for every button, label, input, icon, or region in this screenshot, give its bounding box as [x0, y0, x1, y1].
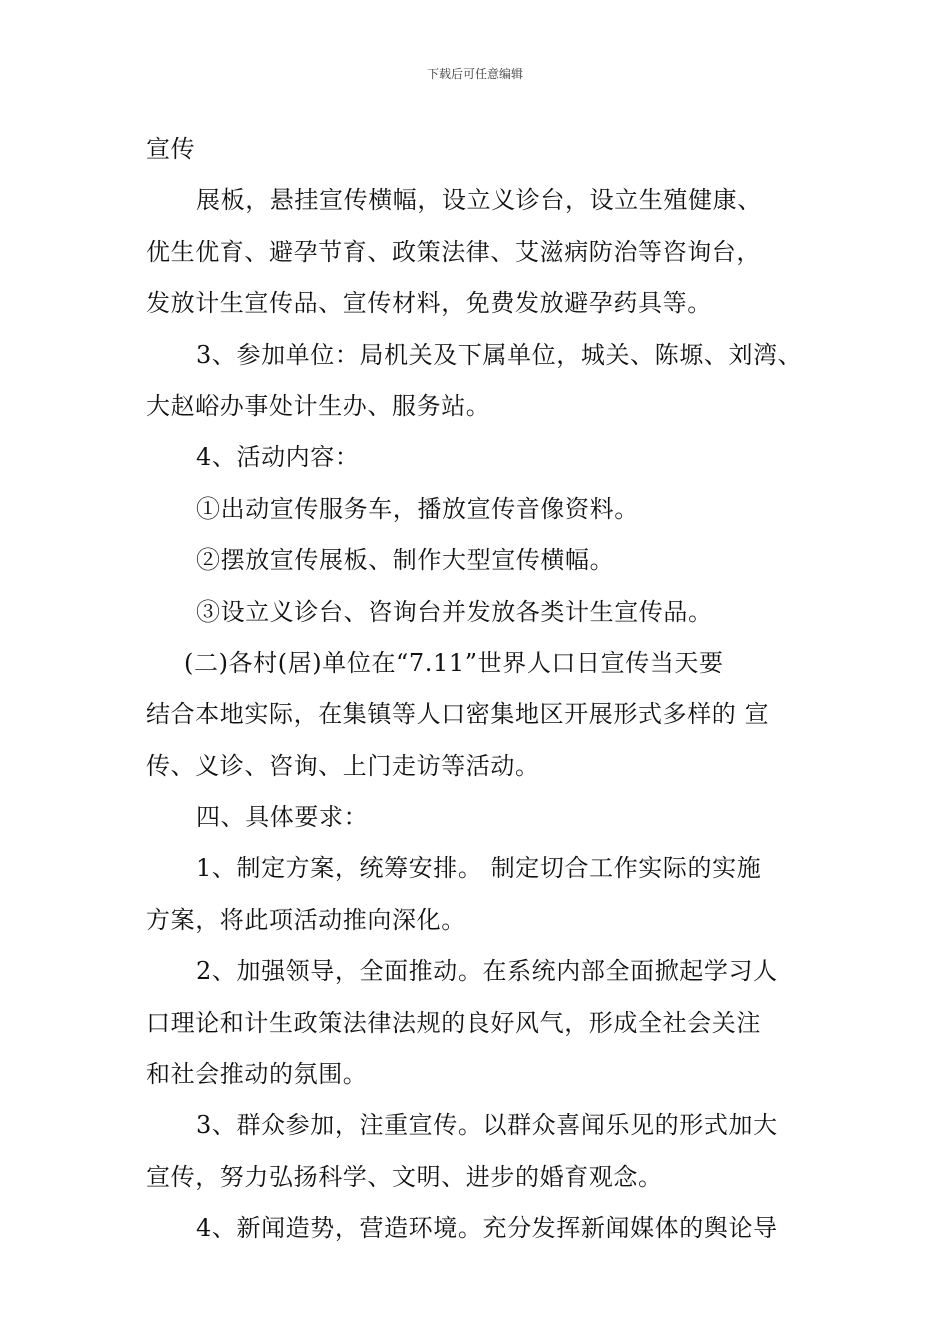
- text-line-17: 2、加强领导，全面推动。在系统内部全面掀起学习人: [196, 957, 778, 986]
- page-header: 下载后可任意编辑: [426, 67, 523, 81]
- text-line-16: 方案，将此项活动推向深化。: [146, 905, 466, 934]
- text-line-14: 四、具体要求：: [196, 803, 369, 832]
- text-line-8: ①出动宣传服务车，播放宣传音像资料。: [196, 494, 639, 523]
- text-line-9: ②摆放宣传展板、制作大型宣传横幅。: [196, 546, 615, 575]
- text-line-1: 宣传: [146, 135, 196, 163]
- text-line-13: 传、义诊、咨询、上门走访等活动。: [146, 751, 540, 780]
- text-line-6: 大赵峪办事处计生办、服务站。: [146, 391, 491, 420]
- text-line-15: 1、制定方案，统筹安排。 制定切合工作实际的实施: [196, 854, 762, 883]
- text-line-10: ③设立义诊台、咨询台并发放各类计生宣传品。: [196, 597, 713, 626]
- text-line-5: 3、参加单位：局机关及下属单位，城关、陈塬、刘湾、: [196, 340, 803, 369]
- text-line-19: 和社会推动的氛围。: [146, 1060, 368, 1089]
- text-line-12: 结合本地实际，在集镇等人口密集地区开展形式多样的 宣: [146, 700, 770, 729]
- text-line-11: (二)各村(居)单位在“7.11”世界人口日宣传当天要: [184, 648, 724, 677]
- document-body: [146, 124, 816, 1255]
- text-line-21: 宣传，努力弘扬科学、文明、进步的婚育观念。: [146, 1162, 663, 1191]
- text-line-7: 4、活动内容：: [196, 443, 360, 472]
- text-line-3: 优生优育、避孕节育、政策法律、艾滋病防治等咨询台，: [146, 237, 761, 266]
- text-line-20: 3、群众参加，注重宣传。以群众喜闻乐见的形式加大: [196, 1111, 778, 1140]
- text-line-18: 口理论和计生政策法律法规的良好风气，形成全社会关注: [146, 1008, 761, 1037]
- text-line-22: 4、新闻造势，营造环境。充分发挥新闻媒体的舆论导: [196, 1214, 778, 1243]
- text-line-2: 展板，悬挂宣传横幅，设立义诊台，设立生殖健康、: [196, 186, 762, 215]
- text-line-4: 发放计生宣传品、宣传材料，免费发放避孕药具等。: [146, 289, 712, 318]
